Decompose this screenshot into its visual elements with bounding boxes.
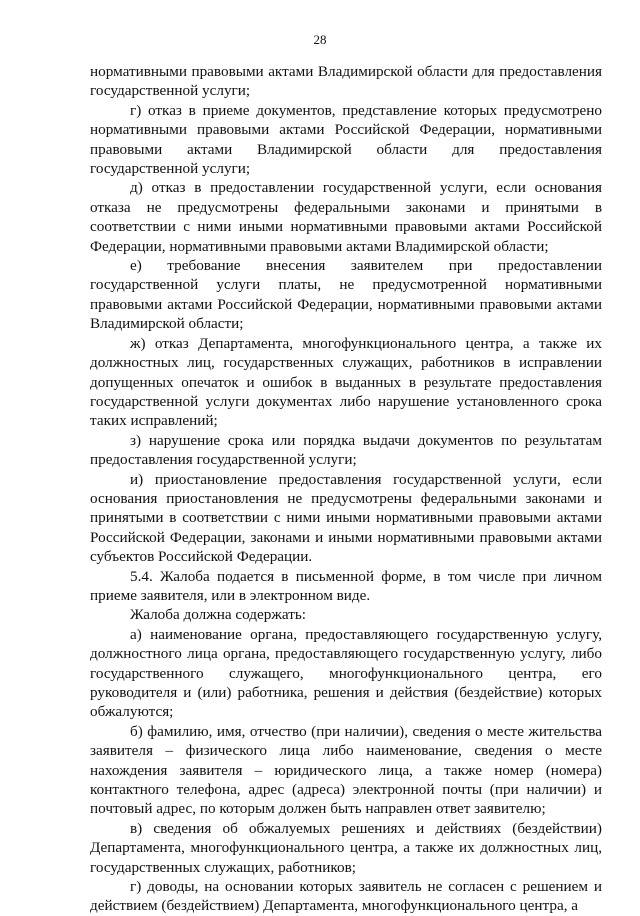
paragraph-item-zh: ж) отказ Департамента, многофункционального центра, а также их должностных лиц, государственных служащих, работников в исправлении допущенных опечаток и ошибок в выданных в результате предоставления государственной услуги документах либо нарушение установленного срока таких исправлений;	[90, 334, 602, 430]
page-number: 28	[313, 32, 327, 47]
paragraph-item-d: д) отказ в предоставлении государственной услуги, если основания отказа не предусмотрены федеральными законами и принятыми в соответствии с ними иными нормативными правовыми актами Российской Федерации, нормативными правовыми актами Владимирской области;	[90, 179, 602, 255]
paragraph-item-b: б) фамилию, имя, отчество (при наличии), сведения о месте жительства заявителя – физического лица либо наименование, сведения о месте нахождения заявителя – юридического лица, а также номер (номера) контактного телефона, адрес (адреса) электронной почты (при наличии) и почтовый адрес, по которым должен быть направлен ответ заявителю;	[90, 722, 602, 818]
paragraph-item-g: г) отказ в приеме документов, представление которых предусмотрено нормативными правовыми актами Российской Федерации, нормативными правовыми актами Владимирской области для предоставления государственной услуги;	[90, 101, 602, 178]
document-body	[90, 62, 602, 916]
paragraph-complaint-contents: Жалоба должна содержать:	[130, 606, 306, 624]
paragraph-continuation: нормативными правовыми актами Владимирской области для предоставления государственной услуги;	[90, 63, 602, 100]
paragraph-section-5-4: 5.4. Жалоба подается в письменной форме, в том числе при личном приеме заявителя, или в электронном виде.	[90, 567, 602, 604]
paragraph-item-v: в) сведения об обжалуемых решениях и действиях (бездействии) Департамента, многофункционального центра, а также их должностных лиц, государственных служащих, работников;	[90, 819, 602, 876]
paragraph-item-i: и) приостановление предоставления государственной услуги, если основания приостановления не предусмотрены федеральными законами и принятыми в соответствии с ними иными нормативными правовыми актами Российской Федерации, законами и иными нормативными правовыми актами субъектов Российской Федерации.	[90, 470, 602, 566]
paragraph-item-g-arguments: г) доводы, на основании которых заявитель не согласен с решением и действием (бездействием) Департамента, многофункционального центра, а	[90, 878, 602, 915]
paragraph-item-z: з) нарушение срока или порядка выдачи документов по результатам предоставления государственной услуги;	[90, 431, 602, 469]
paragraph-item-a: а) наименование органа, предоставляющего государственную услугу, должностного лица органа, предоставляющего государственную услугу, либо государственного служащего, многофункционального центра, его руководителя и (или) работника, решения и действия (бездействие) которых обжалуются;	[90, 625, 602, 721]
paragraph-item-e: е) требование внесения заявителем при предоставлении государственной услуги платы, не предусмотренной нормативными правовыми актами Российской Федерации, нормативными правовыми актами Владимирской области;	[90, 257, 602, 333]
